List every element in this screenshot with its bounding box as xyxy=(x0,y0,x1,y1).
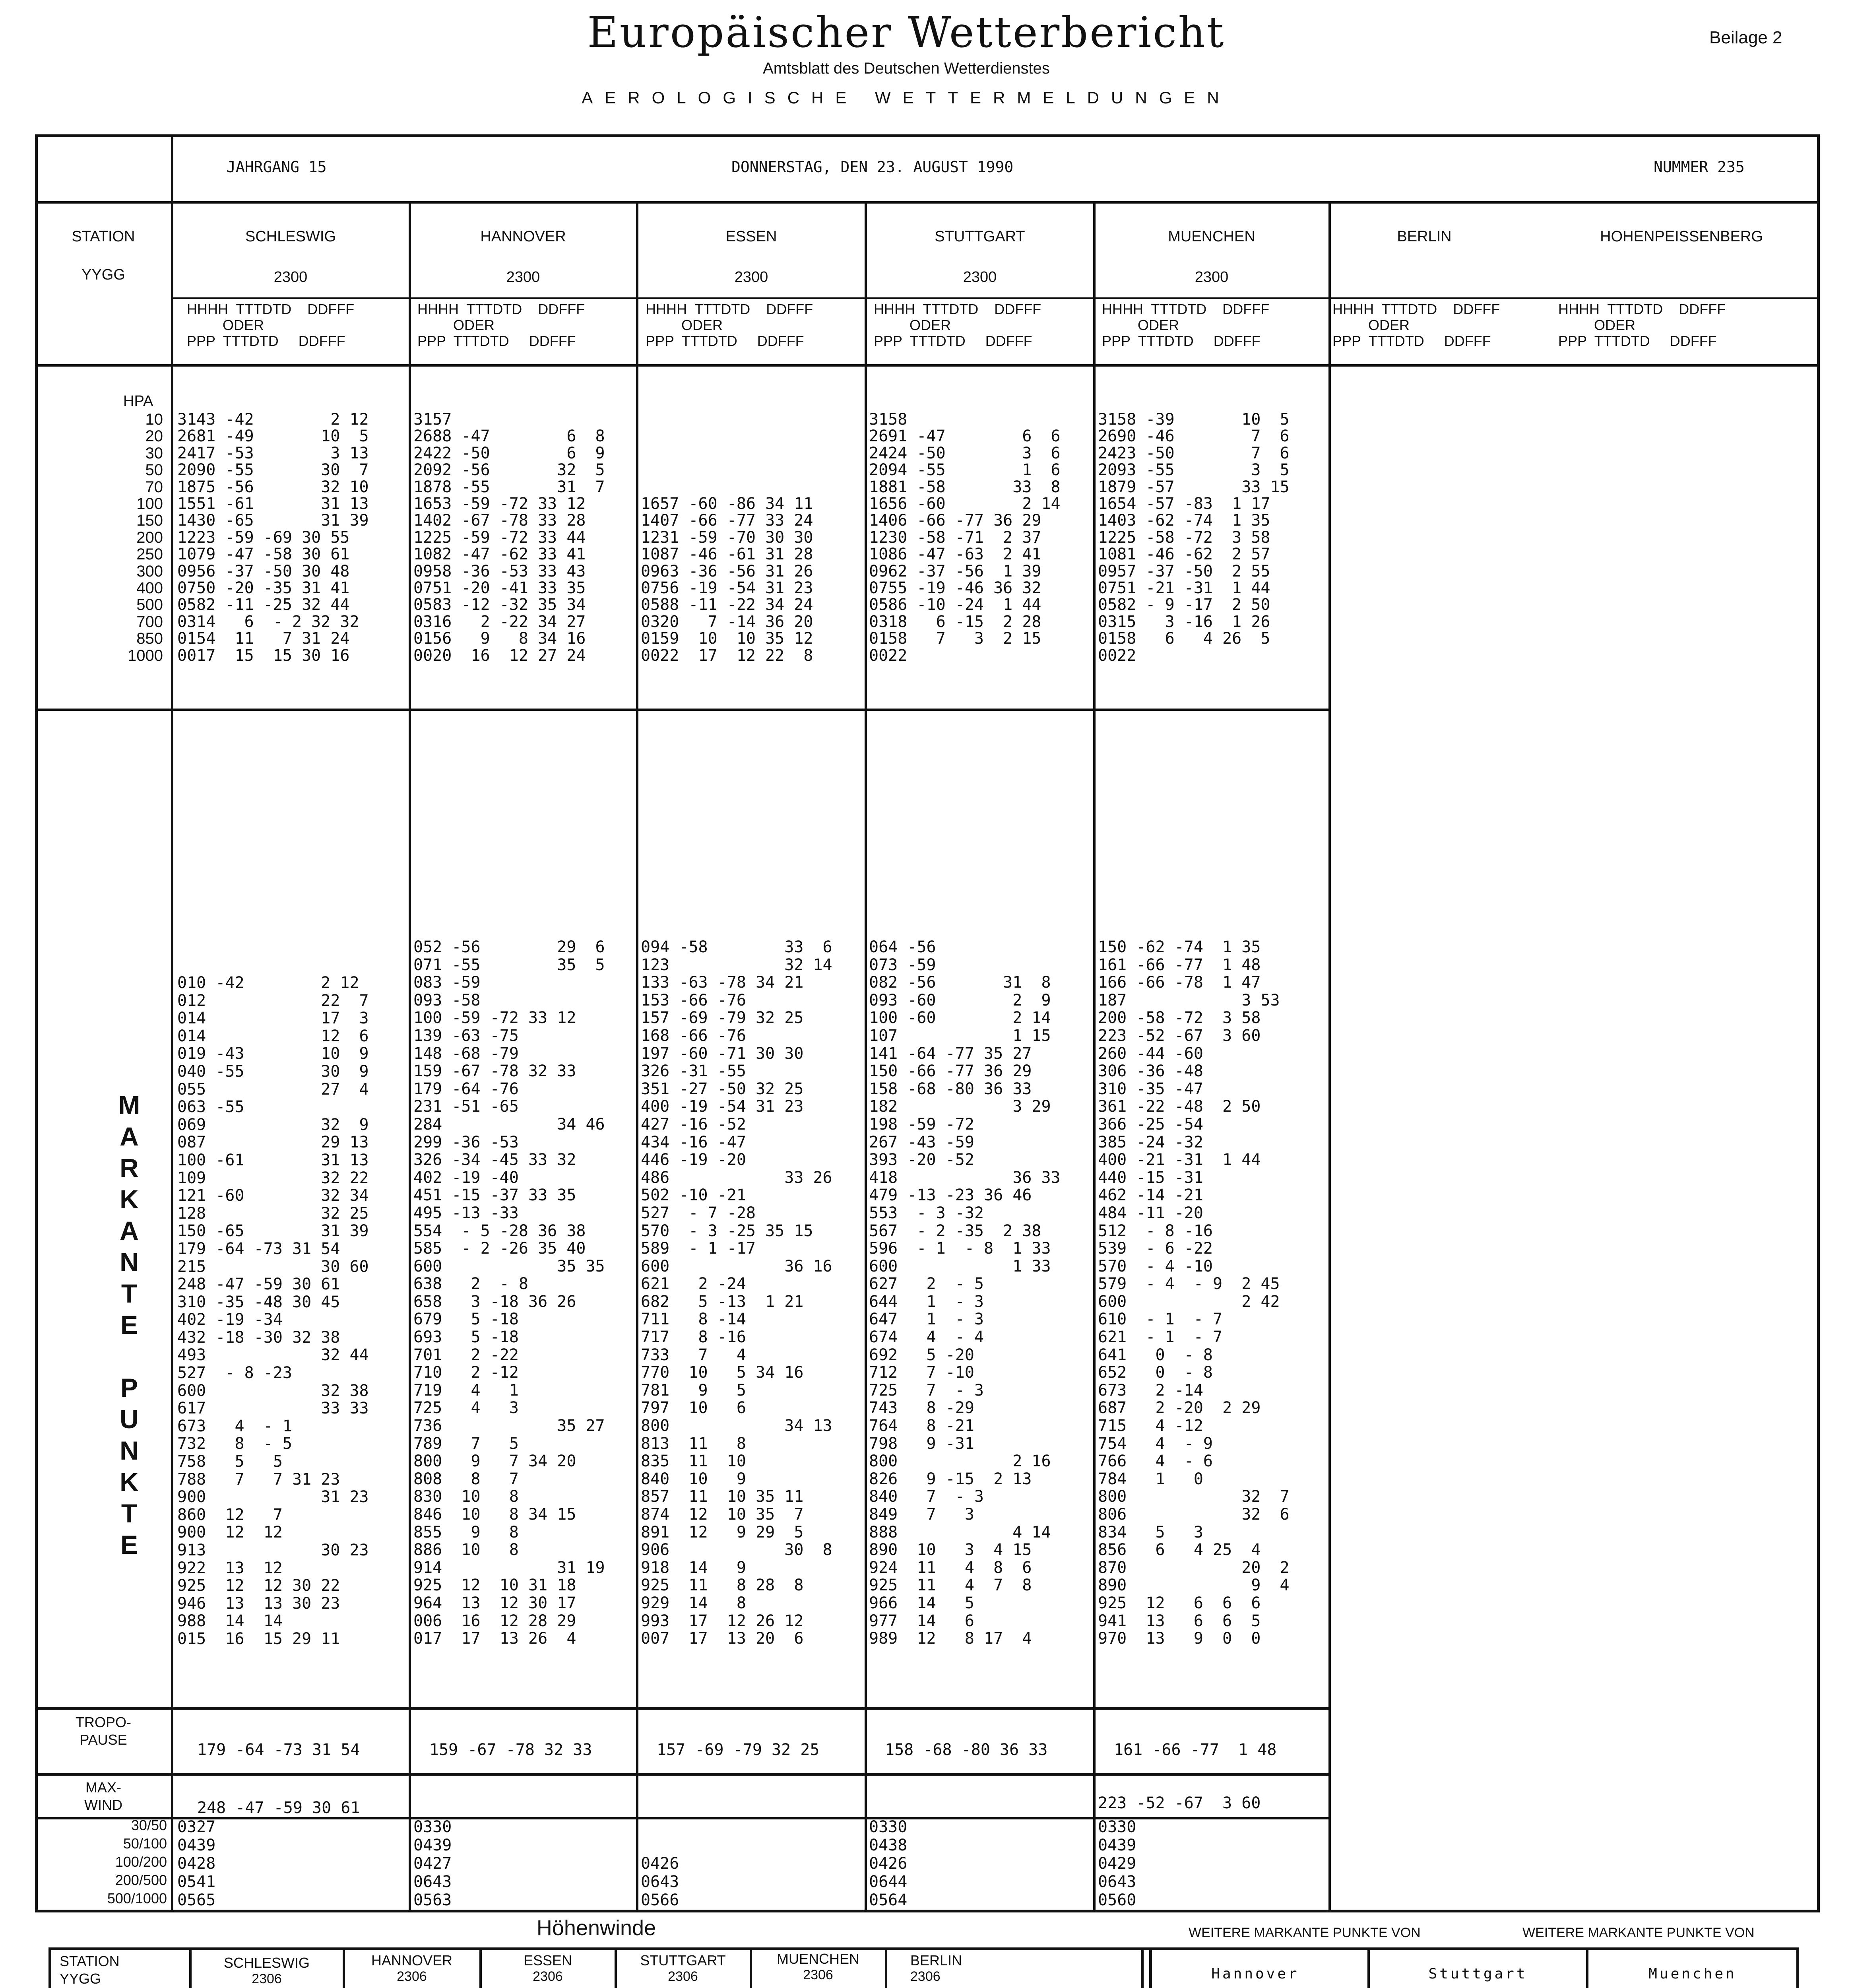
col-header-2: HHHH TTTDTD DDFFF ODER PPP TTTDTD DDFFF xyxy=(417,301,585,349)
col-header-1: HHHH TTTDTD DDFFF ODER PPP TTTDTD DDFFF xyxy=(187,301,355,349)
tropopause-essen: 157 -69 -79 32 25 xyxy=(657,1741,820,1759)
page-title: Europäischer Wetterbericht xyxy=(587,8,1226,57)
hoehenwinde-title: Höhenwinde xyxy=(536,1916,656,1940)
hw-station-hannover: HANNOVER 2306 xyxy=(371,1952,453,1984)
std-levels-muenchen: 3158 -39 10 5 2690 -46 7 6 2423 -50 7 6 2093 -55 3 5 1879 -57 33 15 1654 -57 -83 1 17 1403 -62 -74 1 35 1225 -58 -72 3 58 1081 -46 -62 2 57 0957 -37 -50 2 55 0751 -21 -31 1 44 0582 - 9 -17 2 50 0315 3 -16 1 26 0158 6 4 26 5 0022 xyxy=(1098,410,1290,665)
station-name-schleswig: SCHLESWIG xyxy=(245,228,336,245)
weitere-title-1: WEITERE MARKANTE PUNKTE VON xyxy=(1189,1925,1421,1940)
station-yygg-stuttgart: 2300 xyxy=(963,269,997,285)
station-name-berlin: BERLIN xyxy=(1397,228,1452,245)
markante-stuttgart: 064 -56 073 -59 082 -56 31 8 093 -60 2 9 100 -60 2 14 107 1 15 141 -64 -77 35 27 150 -66 -77 36 29 158 -68 -80 36 33 182 3 29 198 -59 -72 267 -43 -59 393 -20 -52 418 36 33 479 -13 -23 36 46 553 - 3 -32 567 - 2 -35 2 38 596 - 1 - 8 1 33 600 1 33 627 2 - 5 644 1 - 3 647 1 - 3 674 4 - 4 692 5 -20 712 7 -10 725 7 - 3 743 8 -29 764 8 -21 798 9 -31 800 2 16 826 9 -15 2 13 840 7 - 3 849 7 3 888 4 14 890 10 3 4 15 924 11 4 8 6 925 11 4 7 8 966 14 5 977 14 6 989 12 8 17 4 xyxy=(869,938,1061,1648)
hw-station-schleswig: SCHLESWIG 2306 xyxy=(223,1955,310,1986)
thickness-stuttgart: 0330 0438 0426 0644 0564 xyxy=(869,1818,908,1909)
station-name-stuttgart: STUTTGART xyxy=(935,228,1025,245)
number-label: NUMMER 235 xyxy=(1654,158,1745,176)
thickness-schleswig: 0327 0439 0428 0541 0565 xyxy=(177,1818,216,1909)
hpa-label: HPA xyxy=(123,393,153,410)
col-header-6: HHHH TTTDTD DDFFF ODER PPP TTTDTD DDFFF xyxy=(1332,301,1500,349)
hw-station-berlin: BERLIN 2306 xyxy=(910,1952,962,1984)
tropopause-label: TROPO- PAUSE xyxy=(76,1714,131,1748)
station-yygg-essen: 2300 xyxy=(734,269,768,285)
weitere-station-muenchen: Muenchen xyxy=(1648,1966,1737,1982)
maxwind-muenchen: 223 -52 -67 3 60 xyxy=(1098,1794,1261,1812)
col-header-5: HHHH TTTDTD DDFFF ODER PPP TTTDTD DDFFF xyxy=(1102,301,1270,349)
section-title: AEROLOGISCHE WETTERMELDUNGEN xyxy=(582,88,1231,107)
tropopause-schleswig: 179 -64 -73 31 54 xyxy=(197,1741,360,1759)
tropopause-muenchen: 161 -66 -77 1 48 xyxy=(1114,1741,1277,1759)
volume-label: JAHRGANG 15 xyxy=(227,158,327,176)
hw-station-label: STATION xyxy=(60,1953,120,1969)
supplement-label: Beilage 2 xyxy=(1709,28,1782,47)
hw-station-essen: ESSEN 2306 xyxy=(523,1952,572,1984)
hw-station-stuttgart: STUTTGART 2306 xyxy=(640,1952,726,1984)
thickness-labels: 30/50 50/100 100/200 200/500 500/1000 xyxy=(107,1817,167,1906)
col-header-4: HHHH TTTDTD DDFFF ODER PPP TTTDTD DDFFF xyxy=(874,301,1041,349)
yygg-label: YYGG xyxy=(81,266,125,283)
std-levels-schleswig: 3143 -42 2 12 2681 -49 10 5 2417 -53 3 13 2090 -55 30 7 1875 -56 32 10 1551 -61 31 13 1430 -65 31 39 1223 -59 -69 30 55 1079 -47 -58 30 61 0956 -37 -50 30 48 0750 -20 -35 31 41 0582 -11 -25 32 44 0314 6 - 2 32 32 0154 11 7 31 24 0017 15 15 30 16 xyxy=(177,410,369,665)
markante-muenchen: 150 -62 -74 1 35 161 -66 -77 1 48 166 -66 -78 1 47 187 3 53 200 -58 -72 3 58 223 -52 -67 3 60 260 -44 -60 306 -36 -48 310 -35 -47 361 -22 -48 2 50 366 -25 -54 385 -24 -32 400 -21 -31 1 44 440 -15 -31 462 -14 -21 484 -11 -20 512 - 8 -16 539 - 6 -22 570 - 4 -10 579 - 4 - 9 2 45 600 2 42 610 - 1 - 7 621 - 1 - 7 641 0 - 8 652 0 - 8 673 2 -14 687 2 -20 2 29 715 4 -12 754 4 - 9 766 4 - 6 784 1 0 800 32 7 806 32 6 834 5 3 856 6 4 25 4 870 20 2 890 9 4 925 12 6 6 6 941 13 6 6 5 970 13 9 0 0 xyxy=(1098,938,1290,1648)
tropopause-hannover: 159 -67 -78 32 33 xyxy=(429,1741,592,1759)
col-header-3: HHHH TTTDTD DDFFF ODER PPP TTTDTD DDFFF xyxy=(646,301,813,349)
page-subtitle: Amtsblatt des Deutschen Wetterdienstes xyxy=(763,60,1050,77)
std-levels-hannover: 3157 2688 -47 6 8 2422 -50 6 9 2092 -56 32 5 1878 -55 31 7 1653 -59 -72 33 12 1402 -67 -78 33 28 1225 -59 -72 33 44 1082 -47 -62 33 41 0958 -36 -53 33 43 0751 -20 -41 33 35 0583 -12 -32 35 34 0316 2 -22 34 27 0156 9 8 34 16 0020 16 12 27 24 xyxy=(413,410,605,665)
station-yygg-muenchen: 2300 xyxy=(1195,269,1229,285)
hpa-levels: 10 20 30 50 70 100 150 200 250 300 400 500 700 850 1000 xyxy=(128,411,163,664)
weitere-title-2: WEITERE MARKANTE PUNKTE VON xyxy=(1522,1925,1755,1940)
markante-punkte-label: M A R K A N T E P U N K T E xyxy=(118,1090,140,1559)
hw-station-muenchen: MUENCHEN 2306 xyxy=(776,1951,859,1982)
markante-hannover: 052 -56 29 6 071 -55 35 5 083 -59 093 -58 100 -59 -72 33 12 139 -63 -75 148 -68 -79 159 -67 -78 32 33 179 -64 -76 231 -51 -65 284 34 46 299 -36 -53 326 -34 -45 33 32 402 -19 -40 451 -15 -37 33 35 495 -13 -33 554 - 5 -28 36 38 585 - 2 -26 35 40 600 35 35 638 2 - 8 658 3 -18 36 26 679 5 -18 693 5 -18 701 2 -22 710 2 -12 719 4 1 725 4 3 736 35 27 789 7 5 800 9 7 34 20 808 8 7 830 10 8 846 10 8 34 15 855 9 8 886 10 8 914 31 19 925 12 10 31 18 964 13 12 30 17 006 16 12 28 29 017 17 13 26 4 xyxy=(413,938,605,1648)
station-name-hohenpeissenberg: HOHENPEISSENBERG xyxy=(1600,228,1763,245)
thickness-hannover: 0330 0439 0427 0643 0563 xyxy=(413,1818,452,1909)
weitere-station-stuttgart: Stuttgart xyxy=(1428,1966,1528,1982)
std-levels-essen: 1657 -60 -86 34 11 1407 -66 -77 33 24 1231 -59 -70 30 30 1087 -46 -61 31 28 0963 -36 -56 31 26 0756 -19 -54 31 23 0588 -11 -22 34 24 0320 7 -14 36 20 0159 10 10 35 12 0022 17 12 22 8 xyxy=(641,495,813,665)
markante-essen: 094 -58 33 6 123 32 14 133 -63 -78 34 21 153 -66 -76 157 -69 -79 32 25 168 -66 -76 197 -60 -71 30 30 326 -31 -55 351 -27 -50 32 25 400 -19 -54 31 23 427 -16 -52 434 -16 -47 446 -19 -20 486 33 26 502 -10 -21 527 - 7 -28 570 - 3 -25 35 15 589 - 1 -17 600 36 16 621 2 -24 682 5 -13 1 21 711 8 -14 717 8 -16 733 7 4 770 10 5 34 16 781 9 5 797 10 6 800 34 13 813 11 8 835 11 10 840 10 9 857 11 10 35 11 874 12 10 35 7 891 12 9 29 5 906 30 8 918 14 9 925 11 8 28 8 929 14 8 993 17 12 26 12 007 17 13 20 6 xyxy=(641,938,832,1648)
std-levels-stuttgart: 3158 2691 -47 6 6 2424 -50 3 6 2094 -55 1 6 1881 -58 33 8 1656 -60 2 14 1406 -66 -77 36 29 1230 -58 -71 2 37 1086 -47 -63 2 41 0962 -37 -56 1 39 0755 -19 -46 36 32 0586 -10 -24 1 44 0318 6 -15 2 28 0158 7 3 2 15 0022 xyxy=(869,410,1061,665)
station-name-hannover: HANNOVER xyxy=(480,228,566,245)
thickness-essen: 0426 0643 0566 xyxy=(641,1854,679,1909)
markante-schleswig: 010 -42 2 12 012 22 7 014 17 3 014 12 6 019 -43 10 9 040 -55 30 9 055 27 4 063 -55 069 32 9 087 29 13 100 -61 31 13 109 32 22 121 -60 32 34 128 32 25 150 -65 31 39 179 -64 -73 31 54 215 30 60 248 -47 -59 30 61 310 -35 -48 30 45 402 -19 -34 432 -18 -30 32 38 493 32 44 527 - 8 -23 600 32 38 617 33 33 673 4 - 1 732 8 - 5 758 5 5 788 7 7 31 23 900 31 23 860 12 7 900 12 12 913 30 23 922 13 12 925 12 12 30 22 946 13 13 30 23 988 14 14 015 16 15 29 11 xyxy=(177,974,369,1648)
maxwind-schleswig: 248 -47 -59 30 61 xyxy=(197,1799,360,1817)
date-label: DONNERSTAG, DEN 23. AUGUST 1990 xyxy=(731,158,1014,176)
maxwind-label: MAX- WIND xyxy=(84,1779,122,1813)
thickness-muenchen: 0330 0439 0429 0643 0560 xyxy=(1098,1818,1136,1909)
weitere-station-hannover: Hannover xyxy=(1211,1966,1299,1982)
col-header-7: HHHH TTTDTD DDFFF ODER PPP TTTDTD DDFFF xyxy=(1558,301,1726,349)
station-name-essen: ESSEN xyxy=(725,228,777,245)
hw-yygg-label: YYGG xyxy=(60,1971,101,1987)
station-yygg-schleswig: 2300 xyxy=(273,269,308,285)
tropopause-stuttgart: 158 -68 -80 36 33 xyxy=(885,1741,1048,1759)
station-name-muenchen: MUENCHEN xyxy=(1168,228,1255,245)
station-yygg-hannover: 2300 xyxy=(506,269,540,285)
station-label: STATION xyxy=(72,228,135,245)
